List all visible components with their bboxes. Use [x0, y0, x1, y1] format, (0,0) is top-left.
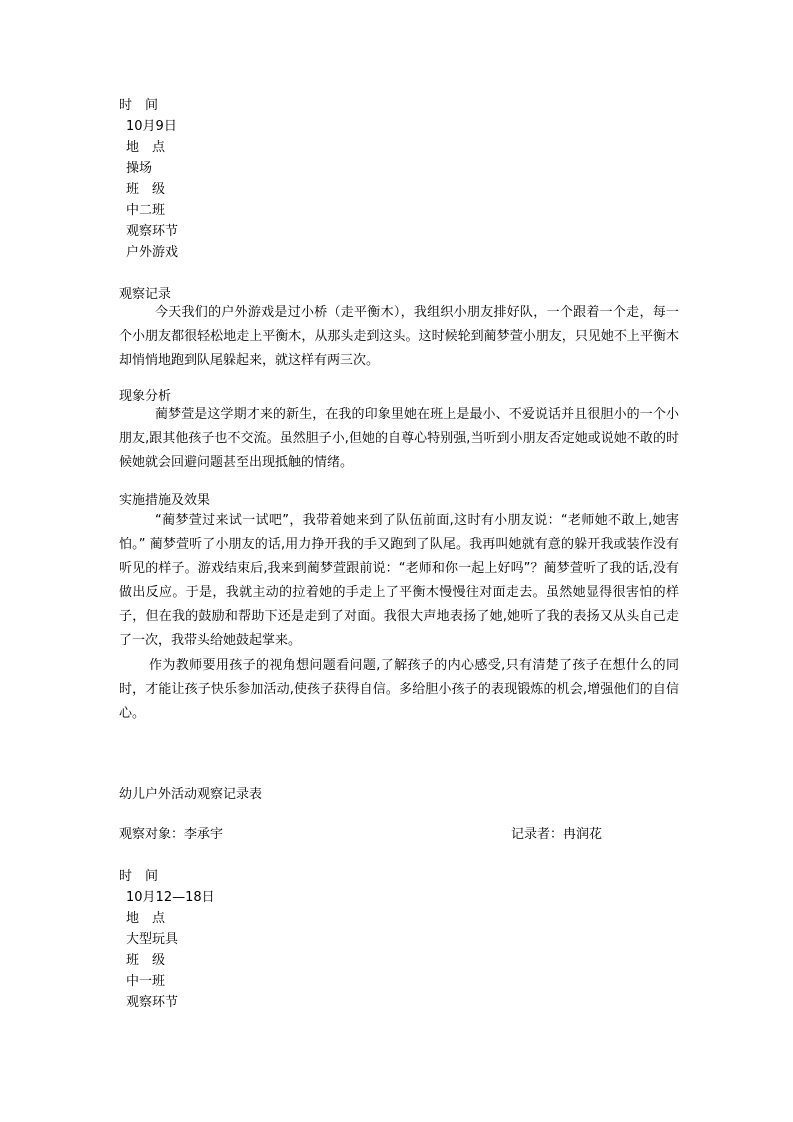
observation-heading: 观察记录 [119, 287, 172, 302]
observation-paragraph [119, 301, 679, 373]
analysis-paragraph [119, 403, 679, 475]
time-value: 10月9日 [126, 119, 177, 134]
class-value-2: 中一班 [126, 974, 166, 989]
segment-value: 户外游戏 [126, 245, 179, 260]
time-label-2: 时 间 [119, 869, 159, 884]
segment-label: 观察环节 [126, 224, 179, 239]
class-value: 中二班 [126, 203, 166, 218]
measures-paragraph [119, 509, 679, 653]
time-value-2: 10月12—18日 [126, 890, 215, 905]
analysis-text: 蔺梦萱是这学期才来的新生，在我的印象里她在班上是最小、不爱说话并且很胆小的一个小朋友,跟其他孩子也不交流。虽然胆子小,但她的自尊心特别强,当听到小朋友否定她或说她不敢的时候她就会回避问题甚至出现抵触的情绪。 [119, 407, 679, 470]
analysis-heading: 现象分析 [119, 389, 172, 404]
form-title: 幼儿户外活动观察记录表 [119, 787, 263, 802]
measures-heading: 实施措施及效果 [119, 493, 211, 508]
subject-label: 观察对象：李承宇 [119, 827, 224, 842]
place-label: 地 点 [126, 140, 166, 155]
summary-paragraph [119, 654, 679, 726]
place-value: 操场 [126, 161, 153, 176]
class-label-2: 班 级 [126, 953, 166, 968]
recorder-label: 记录者：冉润花 [511, 827, 603, 842]
observation-text: 今天我们的户外游戏是过小桥（走平衡木），我组织小朋友排好队，一个跟着一个走，每一个小朋友都很轻松地走上平衡木，从那头走到这头。这时候轮到蔺梦萱小朋友，只见她不上平衡木却悄悄地跑到队尾躲起来，就这样有两三次。 [119, 305, 679, 368]
place-label-2: 地 点 [126, 911, 166, 926]
place-value-2: 大型玩具 [126, 932, 179, 947]
summary-text: 作为教师要用孩子的视角想问题看问题,了解孩子的内心感受,只有清楚了孩子在想什么的同时，才能让孩子快乐参加活动,使孩子获得自信。多给胆小孩子的表现锻炼的机会,增强他们的自信心。 [119, 658, 679, 721]
segment-label-2: 观察环节 [126, 995, 179, 1010]
measures-text: “蔺梦萱过来试一试吧”，我带着她来到了队伍前面,这时有小朋友说：“老师她不敢上,她害怕。” 蔺梦萱听了小朋友的话,用力挣开我的手又跑到了队尾。我再叫她就有意的躲开我或装作没有听见的样子。游戏结束后,我来到蔺梦萱跟前说：“老师和你一起上好吗”？蔺梦萱听了我的话,没有做出反应。于是，我就主动的拉着她的手走上了平衡木慢慢往对面走去。虽然她显得很害怕的样子，但在我的鼓励和帮助下还是走到了对面。我很大声地表扬了她,她听了我的表扬又从头自己走了一次，我带头给她鼓起掌来。 [119, 513, 679, 648]
class-label: 班 级 [126, 182, 166, 197]
time-label: 时 间 [119, 98, 159, 113]
